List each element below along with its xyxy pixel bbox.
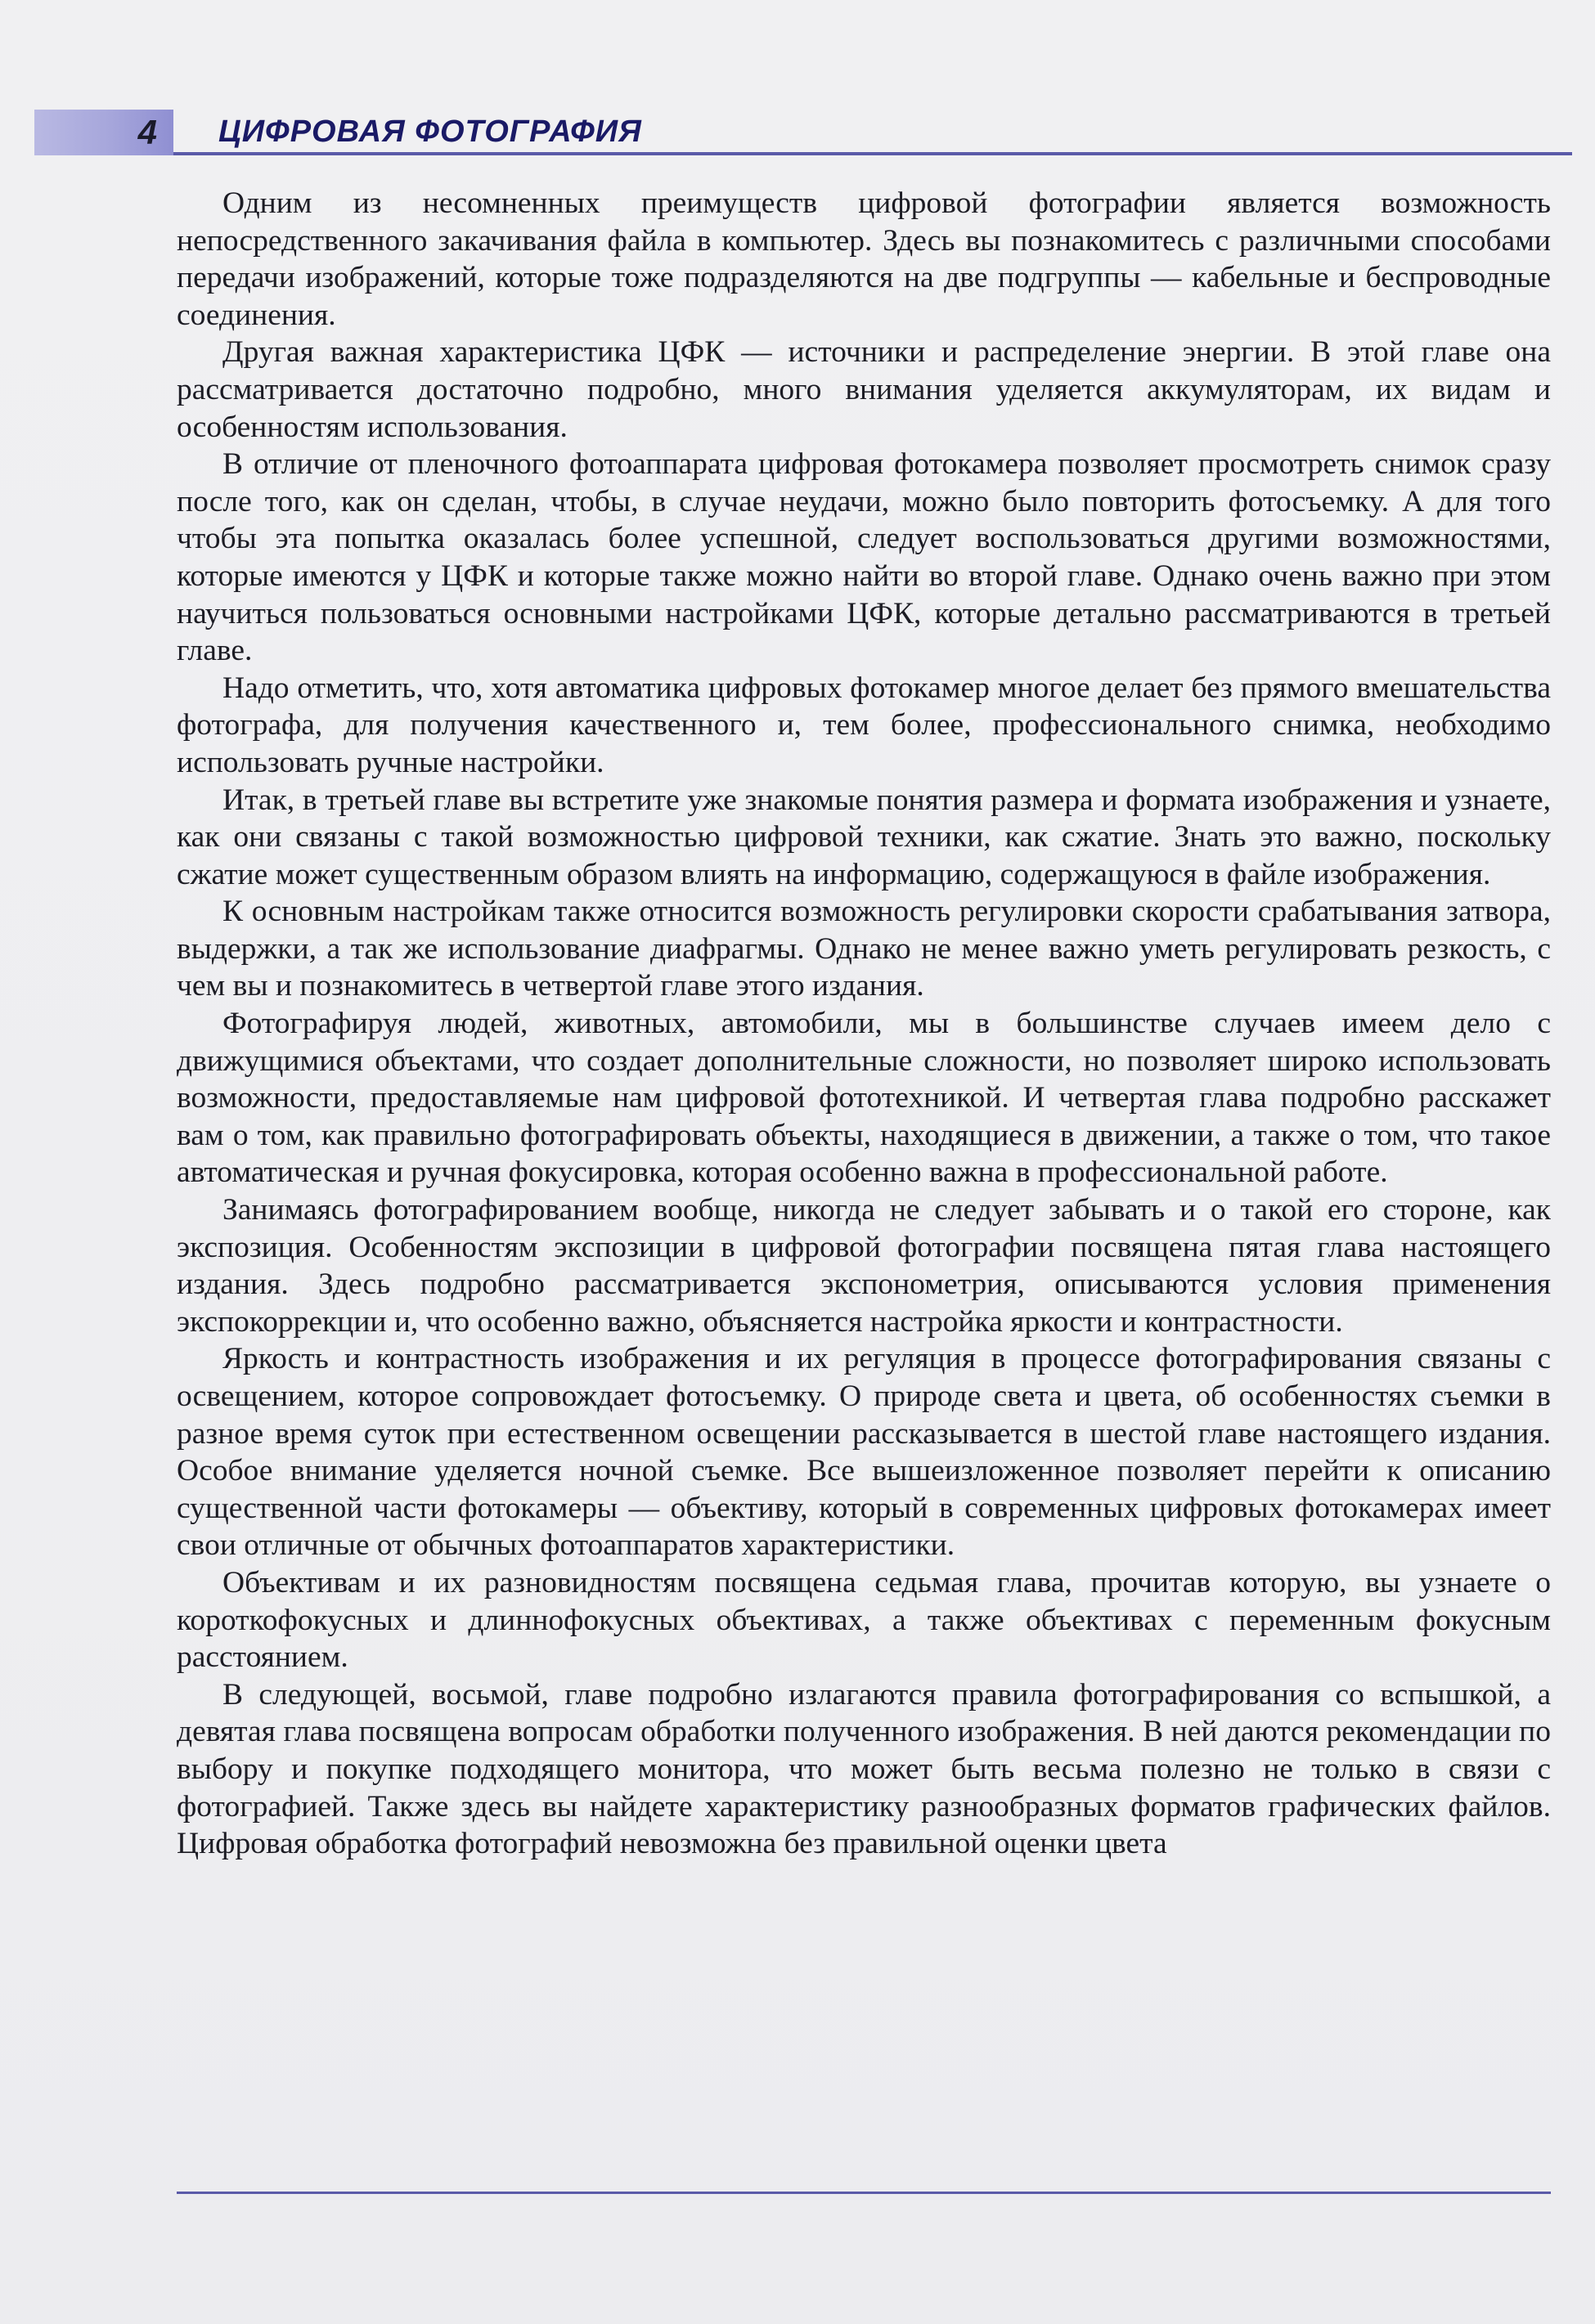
paragraph: В следующей, восьмой, главе подробно излагаются правила фотографирования со вспышкой, а девятая глава посвящена вопросам обработки полученного изображения. В ней даются рекомендации по выбору и покупке подходящего монитора, что может быть весьма полезно не только в связи с фотографией. Также здесь вы найдете характеристику разнообразных форматов графических файлов. Цифровая обработка фотографий невозможна без правильной оценки цвета	[177, 1677, 1551, 1861]
paragraph: Объективам и их разновидностям посвящена седьмая глава, прочитав которую, вы узнаете о короткофокусных и длиннофокусных объективах, а также объективах с переменным фокусным расстоянием.	[177, 1565, 1551, 1675]
paragraph: Надо отметить, что, хотя автоматика цифровых фотокамер многое делает без прямого вмешательства фотографа, для получения качественного и, тем более, профессионального снимка, необходимо использовать ручные настройки.	[177, 671, 1551, 779]
paragraph: К основным настройкам также относится возможность регулировки скорости срабатывания затвора, выдержки, а так же использование диафрагмы. Однако не менее важно уметь регулировать резкость, с чем вы и познакомитесь в четвертой главе этого издания.	[177, 895, 1551, 1003]
paragraph: Фотографируя людей, животных, автомобили, мы в большинстве случаев имеем дело с движущимися объектами, что создает дополнительные сложности, но позволяет широко использовать возможности, предоставляемые нам цифровой фототехникой. И четвертая глава подробно расскажет вам о том, как правильно фотографировать объекты, находящиеся в движении, а также о том, что такое автоматическая и ручная фокусировка, которая особенно важна в профессиональной работе.	[177, 1007, 1551, 1190]
paragraph: Одним из несомненных преимуществ цифровой фотографии является возможность непосредственного закачивания файла в компьютер. Здесь вы познакомитесь с различными способами передачи изображений, которые тоже подразделяются на две подгруппы — кабельные и беспроводные соединения.	[177, 186, 1551, 332]
paragraph: Занимаясь фотографированием вообще, никогда не следует забывать и о такой его стороне, как экспозиция. Особенностям экспозиции в цифровой фотографии посвящена пятая глава настоящего издания. Здесь подробно рассматривается экспонометрия, описываются условия применения экспокоррекции и, что особенно важно, объясняется настройка яркости и контрастности.	[177, 1193, 1551, 1339]
running-title: ЦИФРОВАЯ ФОТОГРАФИЯ	[218, 114, 642, 149]
footer-rule	[177, 2192, 1551, 2194]
paragraph: В отличие от пленочного фотоаппарата цифровая фотокамера позволяет просмотреть снимок сразу после того, как он сделан, чтобы, в случае неудачи, можно было повторить фотосъемку. А для того чтобы эта попытка оказалась более успешной, следует воспользоваться другими возможностями, которые имеются у ЦФК и которые также можно найти во второй главе. Однако очень важно при этом научиться пользоваться основными настройками ЦФК, которые детально рассматриваются в третьей главе.	[177, 447, 1551, 668]
page-header	[34, 110, 1572, 159]
header-rule	[173, 152, 1572, 155]
paragraph: Яркость и контрастность изображения и их регуляция в процессе фотографирования связаны с освещением, которое сопровождает фотосъемку. О природе света и цвета, об особенностях съемки в разное время суток при естественном освещении рассказывается в шестой главе настоящего издания. Особое внимание уделяется ночной съемке. Все вышеизложенное позволяет перейти к описанию существенной части фотокамеры — объективу, который в современных цифровых фотокамерах имеет свои отличные от обычных фотоаппаратов характеристики.	[177, 1342, 1551, 1563]
paragraph: Другая важная характеристика ЦФК — источники и распределение энергии. В этой главе она рассматривается достаточно подробно, много внимания уделяется аккумуляторам, их видам и особенностям использования.	[177, 335, 1551, 444]
page-number-tab	[34, 110, 173, 155]
paragraph: Итак, в третьей главе вы встретите уже знакомые понятия размера и формата изображения и узнаете, как они связаны с такой возможностью цифровой техники, как сжатие. Знать это важно, поскольку сжатие может существенным образом влиять на информацию, содержащуюся в файле изображения.	[177, 783, 1551, 891]
body-text	[177, 185, 1551, 1863]
page-number: 4	[137, 113, 157, 151]
